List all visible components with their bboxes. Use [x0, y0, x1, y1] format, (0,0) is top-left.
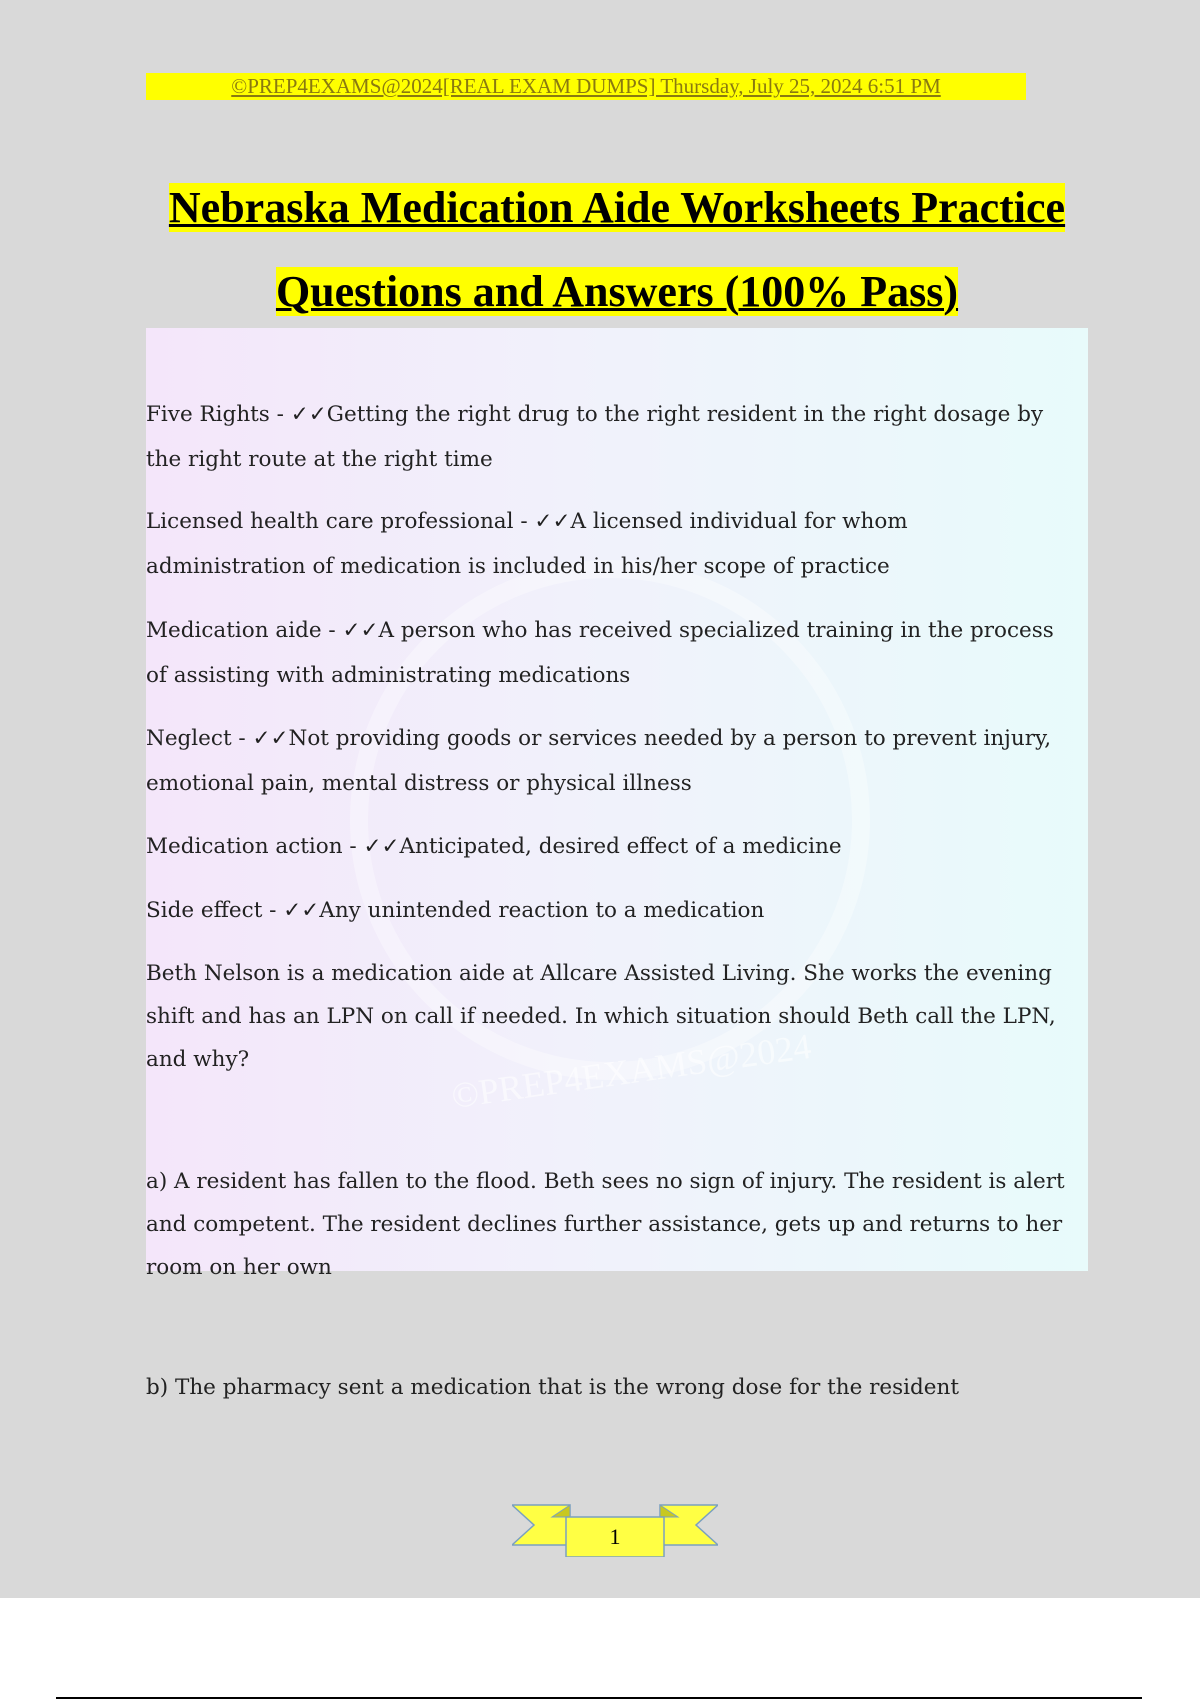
qa-line: Medication aide - ✓✓A person who has received specialized training in the process	[146, 618, 1054, 643]
option-line: a) A resident has fallen to the flood. Beth sees no sign of injury. The resident is alert	[146, 1169, 1065, 1194]
qa-line: emotional pain, mental distress or physical illness	[146, 771, 692, 796]
header-banner	[146, 73, 1026, 100]
qa-line: Side effect - ✓✓Any unintended reaction to a medication	[146, 898, 765, 923]
qa-line: Licensed health care professional - ✓✓A licensed individual for whom	[146, 509, 908, 534]
title-line-1: Nebraska Medication Aide Worksheets Practice	[168, 183, 1066, 232]
title-line-2: Questions and Answers (100% Pass)	[275, 267, 959, 316]
option-line: b) The pharmacy sent a medication that is the wrong dose for the resident	[146, 1375, 960, 1400]
option-line: room on her own	[146, 1255, 332, 1280]
qa-line: the right route at the right time	[146, 447, 493, 472]
answer-option-a	[146, 1160, 1091, 1289]
divider-line	[56, 1697, 1142, 1699]
qa-line: of assisting with administrating medications	[146, 663, 631, 688]
question-line: shift and has an LPN on call if needed. In which situation should Beth call the LPN,	[146, 1004, 1056, 1029]
qa-line: administration of medication is included in his/her scope of practice	[146, 554, 890, 579]
question-text	[146, 952, 1091, 1081]
answer-option-b	[146, 1365, 1091, 1410]
question-line: Beth Nelson is a medication aide at Allcare Assisted Living. She works the evening	[146, 961, 1052, 986]
qa-line: Neglect - ✓✓Not providing goods or services needed by a person to prevent injury,	[146, 726, 1052, 751]
watermark-text: ©PREP4EXAMS@2024	[448, 1025, 814, 1117]
qa-item-neglect	[146, 716, 1091, 806]
qa-line: Five Rights - ✓✓Getting the right drug to the right resident in the right dosage by	[146, 402, 1044, 427]
header-text: ©PREP4EXAMS@2024[REAL EXAM DUMPS] Thursday, July 25, 2024 6:51 PM	[231, 74, 941, 98]
page-number: 1	[609, 1524, 621, 1549]
question-line: and why?	[146, 1047, 250, 1072]
qa-item-five-rights	[146, 392, 1091, 482]
page-title	[146, 166, 1088, 334]
qa-item-medication-action	[146, 824, 1091, 869]
qa-line: Medication action - ✓✓Anticipated, desired effect of a medicine	[146, 834, 842, 859]
qa-item-medication-aide	[146, 608, 1091, 698]
qa-item-licensed-professional	[146, 499, 1091, 589]
qa-item-side-effect	[146, 888, 1091, 933]
option-line: and competent. The resident declines further assistance, gets up and returns to her	[146, 1212, 1063, 1237]
